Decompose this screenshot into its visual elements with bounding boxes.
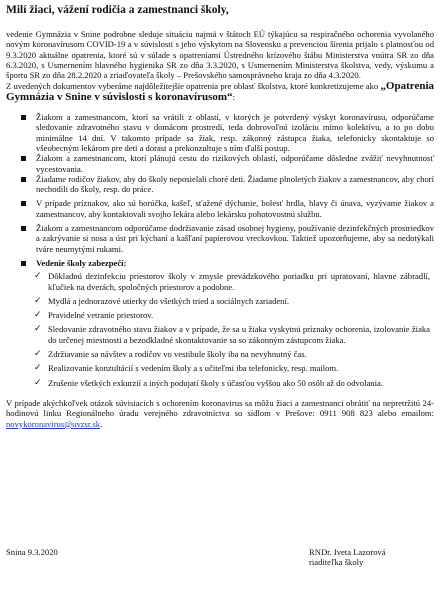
place-date: Snina 9.3.2020 [6, 547, 58, 557]
checkmark-icon: ✓ [34, 324, 42, 335]
school-measure-item [6, 310, 434, 320]
measure-item [6, 112, 434, 153]
closing-text: V prípade akýchkoľvek otázok súvisiacich s ochorením koronavirus sa môžu žiaci a zamestnanci obrátiť na nepretržitú 24-hodinovú linku Regionálneho úradu verejného zdravotníctva so sídlom v Prešove: 0911 908 823 alebo emailom: [6, 397, 434, 419]
measure-item [6, 223, 434, 254]
checkmark-icon: ✓ [34, 349, 42, 360]
school-measure-item [6, 324, 434, 345]
measures-list [6, 112, 434, 268]
measure-item [6, 174, 434, 195]
checkmark-icon: ✓ [34, 295, 42, 306]
intro-paragraph: vedenie Gymnázia v Snine podrobne sleduje situáciu najmä v štátoch EÚ týkajúcu sa respiračného ochorenia vyvolaného novým koronavírusom COVID-19 a v súvislosti s jeho výskytom na Slovensku a prevenciou šírenia prijalo s platnosťou od 9.3.2020 aktuálne opatrenia, ktoré sú v súlade s opatreniami Ústredného krízového štábu Ministerstva vnútra SR zo dňa 6.3.2020, s Usmernením hlavného hygienika SR zo dňa 3.3.2020, s Usmernením Ministerstva školstva, vedy, výskumu a športu SR zo dňa 28.2.2020 a zriaďovateľa školy – Prešovského samosprávneho kraja zo dňa 4.3.2020. [6, 29, 434, 81]
checkmark-icon: ✓ [34, 310, 42, 321]
school-measure-item [6, 296, 434, 306]
school-measure-text: Pravidelné vetranie priestorov. [48, 310, 154, 321]
checkmark-icon: ✓ [34, 363, 42, 374]
measure-item [6, 153, 434, 174]
school-measure-text: Realizovanie konzultácií s vedením školy a s učiteľmi iba telefonicky, resp. mailom. [48, 363, 339, 374]
school-measure-text: Sledovanie zdravotného stavu žiakov a v prípade, že sa u žiaka vyskytnú príznaky ochorenia, izolovanie žiaka do určenej miestnosti a bezodkladné skontaktovanie sa so zákonným zástupcom žiaka. [48, 324, 430, 345]
measure-text: Žiakom a zamestnancom odporúčame dodržiavanie zásad osobnej hygieny, používanie dezinfekčných prostriedkov a zakrývanie si nosa a úst pri kýchaní a kašľaní papierovou vreckovkou. Taktiež upozorňujeme, aby sa nedotýkali tváre neumytými rukami. [36, 223, 434, 254]
school-measure-text: Dôkladnú dezinfekciu priestorov školy v zmysle prevádzkového poriadku pri upratovaní, hlavne zábradlí, kľučiek na dverách, spoločných priestorov a podobne. [48, 271, 430, 292]
square-bullet-icon [21, 156, 26, 161]
signer-block [309, 547, 439, 568]
school-measures-heading: Vedenie školy zabezpečí: [36, 257, 127, 268]
square-bullet-icon [21, 115, 26, 120]
school-measure-text: Mydlá a jednorazové utierky do všetkých tried a sociálnych zariadení. [48, 295, 290, 306]
school-measure-item [6, 378, 434, 388]
school-measures-section [6, 258, 434, 268]
measure-text: V prípade príznakov, ako sú horúčka, kašeľ, sťažené dýchanie, bolesť hrdla, hlavy či únava, vyzývame žiakov a zamestnancov, aby kontaktovali svojho lekára alebo lekársku pohotovostnú službu. [36, 198, 434, 219]
school-measure-item [6, 271, 434, 292]
checkmark-icon: ✓ [34, 377, 42, 388]
signer-title: riaditeľka školy [309, 557, 364, 568]
lead-text: Z uvedených dokumentov vyberáme najdôležitejšie opatrenia pre oblasť školstva, ktoré konkretizujeme ako [6, 81, 381, 92]
checkmark-icon: ✓ [34, 271, 42, 282]
square-bullet-icon [21, 226, 26, 231]
measure-text: Žiakom a zamestnancom, ktorí sa vrátili z oblastí, v ktorých je potvrdený výskyt koronavírusu, odporúčame sledovanie zdravotného stavu v domácom prostredí, teda dobrovoľnú izoláciu mimo kolektívu, a to po dobu minimálne 14 dní. V takomto prípade sa žiak, resp. zákonný zástupca žiaka, telefonicky skontaktuje so všeobecným lekárom pre deti a dorast a prekonzultuje s ním ďalší postup. [36, 112, 434, 153]
school-measure-item [6, 349, 434, 359]
square-bullet-icon [21, 261, 26, 266]
measure-item [6, 198, 434, 219]
school-measure-text: Zrušenie všetkých exkurzií a iných podujatí školy s účasťou vyššou ako 50 osôb až do odvolania. [48, 377, 383, 388]
lead-paragraph [6, 81, 434, 102]
closing-paragraph [6, 398, 434, 429]
lead-end: : [232, 91, 235, 102]
signer-name: RNDr. Iveta Lazorová [309, 547, 386, 557]
square-bullet-icon [21, 201, 26, 206]
email-link[interactable]: novykoronavirus@uvzsr.sk [6, 418, 101, 429]
square-bullet-icon [21, 177, 26, 182]
measure-text: Žiadame rodičov žiakov, aby do školy neposielali choré deti. Žiadame plnoletých žiakov a zamestnancov, aby chorí nechodili do školy, resp. do práce. [36, 173, 434, 195]
measure-text: Žiakom a zamestnancom, ktorí plánujú cestu do rizikových oblastí, odporúčame dôsledne zvážiť nevyhnutnosť vycestovania. [36, 153, 434, 174]
measures-title: „Opatrenia Gymnázia v Snine v súvislosti s koronavírusom“ [6, 80, 434, 103]
closing-end: . [100, 418, 103, 429]
school-measures-list [6, 271, 434, 388]
greeting-heading: Milí žiaci, vážení rodičia a zamestnanci školy, [6, 4, 229, 16]
school-measure-item [6, 363, 434, 373]
school-measure-text: Zdržiavanie sa návštev a rodičov vo vestibule školy iba na nevyhnutný čas. [48, 349, 307, 360]
